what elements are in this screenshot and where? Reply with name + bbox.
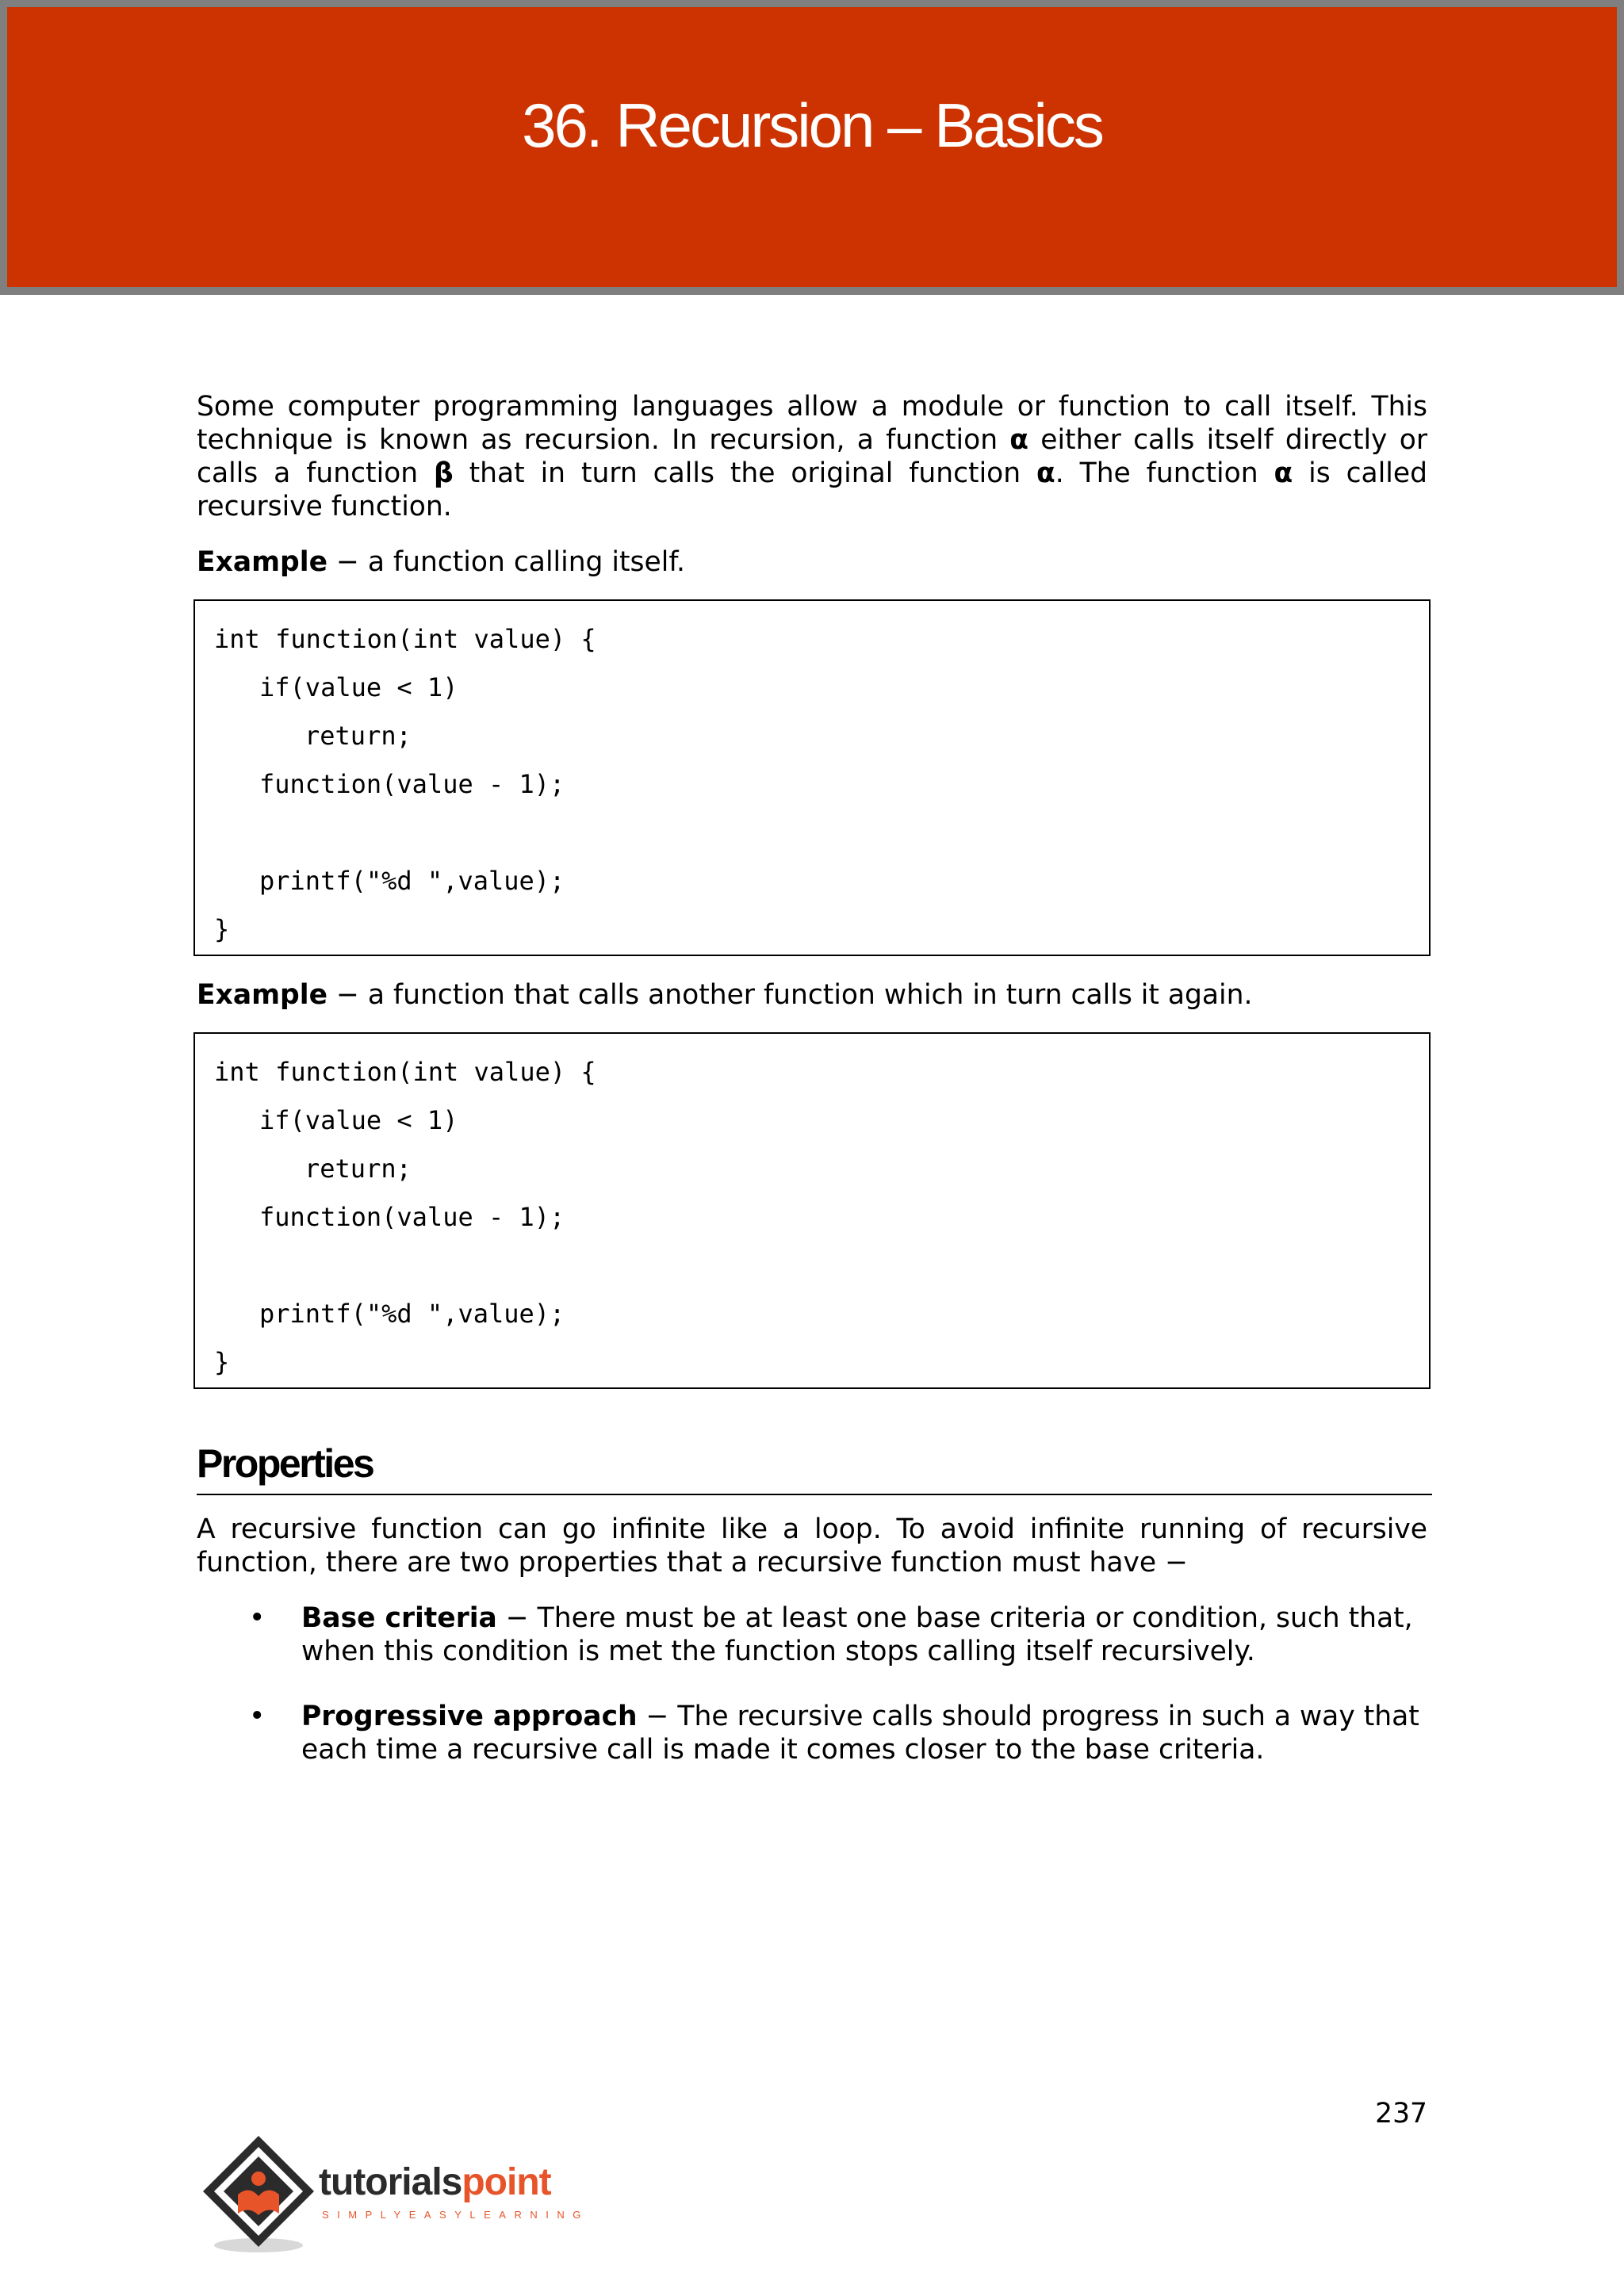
code-line: function(value - 1); bbox=[259, 1202, 565, 1232]
intro-paragraph: Some computer programming languages allow a module or function to call itself. This technique is known as recursion. In recursion, a function α either calls itself directly or calls a function β that in turn calls the original function α. The function α is called recursive function. bbox=[197, 391, 1428, 522]
properties-paragraph: A recursive function can go infinite like a loop. To avoid infinite running of recursive function, there are two properties that a recursive function must have − bbox=[197, 1513, 1427, 1578]
logo-wordmark: tutorialspoint bbox=[319, 2161, 551, 2203]
example-1-caption: Example − a function calling itself. bbox=[197, 546, 685, 578]
bullet-term: Base criteria bbox=[301, 1602, 497, 1634]
tutorialspoint-logo bbox=[197, 2130, 641, 2256]
bullet-term: Progressive approach bbox=[301, 1701, 638, 1732]
code-line: function(value - 1); bbox=[259, 769, 565, 799]
bullet-icon: • bbox=[249, 1701, 266, 1732]
code-block-1 bbox=[193, 599, 1431, 956]
alpha-symbol: α bbox=[1009, 424, 1028, 456]
example-label: Example bbox=[197, 979, 327, 1011]
chapter-banner bbox=[0, 0, 1624, 295]
code-line: if(value < 1) bbox=[259, 1105, 458, 1135]
logo-tagline: SIMPLYEASYLEARNING bbox=[322, 2209, 589, 2221]
code-line: printf("%d ",value); bbox=[259, 1299, 565, 1329]
bullet-icon: • bbox=[249, 1602, 266, 1634]
code-line: return; bbox=[304, 721, 412, 751]
section-heading-properties: Properties bbox=[197, 1440, 1432, 1495]
code-line bbox=[214, 1242, 1429, 1290]
code-line: } bbox=[214, 914, 230, 944]
example-2-caption: Example − a function that calls another function which in turn calls it again. bbox=[197, 979, 1253, 1011]
code-line: int function(int value) { bbox=[214, 1057, 596, 1087]
list-item: • Base criteria − There must be at least one base criteria or condition, such that, when this condition is met the function stops calling itself recursively. bbox=[249, 1602, 1413, 1667]
code-line: int function(int value) { bbox=[214, 624, 596, 654]
reader-head-icon bbox=[251, 2172, 266, 2186]
code-line: return; bbox=[304, 1154, 412, 1184]
code-line: } bbox=[214, 1347, 230, 1377]
code-line: printf("%d ",value); bbox=[259, 866, 565, 896]
chapter-title: 36. Recursion – Basics bbox=[522, 90, 1102, 160]
code-block-2 bbox=[193, 1032, 1431, 1389]
list-item: • Progressive approach − The recursive calls should progress in such a way that each time a recursive call is made it comes closer to the base criteria. bbox=[249, 1701, 1419, 1766]
page-content bbox=[197, 390, 1427, 1798]
beta-symbol: β bbox=[434, 457, 454, 489]
code-line bbox=[214, 809, 1429, 857]
page-number: 237 bbox=[1375, 2098, 1427, 2130]
code-line: if(value < 1) bbox=[259, 672, 458, 702]
properties-list bbox=[197, 1601, 1427, 1766]
example-label: Example bbox=[197, 546, 327, 578]
